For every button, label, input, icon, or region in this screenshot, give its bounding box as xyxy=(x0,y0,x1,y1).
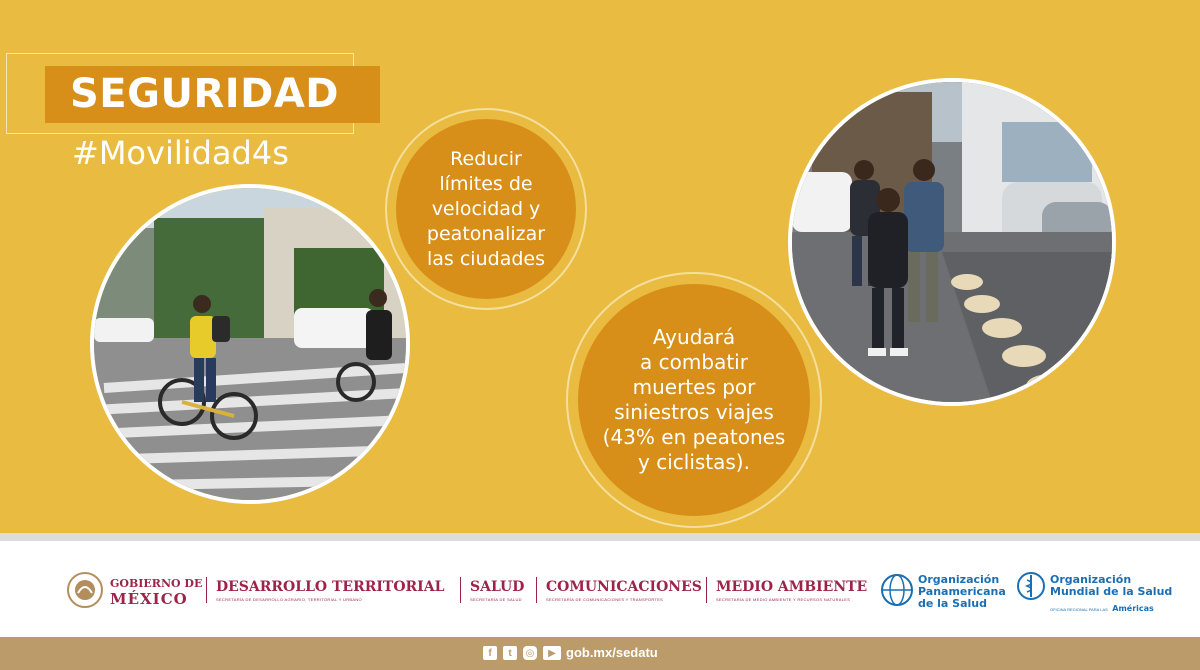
logo-separator xyxy=(706,577,707,603)
page-title: SEGURIDAD xyxy=(70,71,339,117)
bubble-2-line: (43% en peatones xyxy=(602,425,786,449)
facebook-icon[interactable]: f xyxy=(483,646,497,660)
ops-globe-icon xyxy=(880,573,914,612)
oms-emblem-icon xyxy=(1016,571,1046,606)
desarrollo-label: DESARROLLO TERRITORIAL xyxy=(216,579,445,595)
salud-label: SALUD xyxy=(470,579,525,595)
cyclists-crossing-street-photo xyxy=(90,184,410,504)
ops-line-1: Organización xyxy=(918,573,1000,586)
comunicaciones-logo xyxy=(546,579,702,602)
ops-line-2: Panamericana xyxy=(918,585,1006,598)
mexico-label: MÉXICO xyxy=(110,590,188,608)
hashtag-label: #Movilidad4s xyxy=(72,134,289,172)
salud-logo xyxy=(470,579,524,602)
mexico-seal-icon xyxy=(66,571,104,614)
oms-logo xyxy=(1050,574,1172,616)
bubble-1-line: límites de xyxy=(439,172,533,195)
logo-separator xyxy=(460,577,461,603)
medio-ambiente-sub-label: SECRETARÍA DE MEDIO AMBIENTE Y RECURSOS NATURALES xyxy=(716,597,851,602)
youtube-icon[interactable]: ▶ xyxy=(543,646,561,660)
info-bubble-deaths xyxy=(578,284,810,516)
bubble-2-line: muertes por xyxy=(632,375,756,399)
medio-ambiente-logo xyxy=(716,579,867,602)
ops-line-3: de la Salud xyxy=(918,597,988,610)
logo-strip xyxy=(0,541,1200,637)
oms-region-label: Américas xyxy=(1112,604,1154,613)
salud-sub-label: SECRETARÍA DE SALUD xyxy=(470,597,522,602)
desarrollo-sub-label: SECRETARÍA DE DESARROLLO AGRARIO, TERRITORIAL Y URBANO xyxy=(216,597,362,602)
bubble-1-line: Reducir xyxy=(450,147,522,170)
pedestrians-and-skater-on-lane-photo xyxy=(788,78,1116,406)
medio-ambiente-label: MEDIO AMBIENTE xyxy=(716,579,868,595)
oms-sub-label: OFICINA REGIONAL PARA LAS xyxy=(1050,607,1108,612)
site-link[interactable]: gob.mx/sedatu xyxy=(566,645,658,660)
bubble-1-line: las ciudades xyxy=(427,247,545,270)
oms-line-1: Organización xyxy=(1050,573,1132,586)
instagram-icon[interactable]: ◎ xyxy=(523,646,537,660)
footer-bar xyxy=(0,637,1200,670)
bubble-2-line: siniestros viajes xyxy=(614,400,774,424)
comunicaciones-label: COMUNICACIONES xyxy=(546,579,702,595)
logo-separator xyxy=(536,577,537,603)
gobierno-label: GOBIERNO DE xyxy=(110,577,203,590)
bubble-2-line: y ciclistas). xyxy=(638,450,750,474)
gobierno-mexico-logo xyxy=(110,577,202,608)
logo-separator xyxy=(206,577,207,603)
bubble-2-line: a combatir xyxy=(640,350,748,374)
info-bubble-speed xyxy=(396,119,576,299)
twitter-icon[interactable]: t xyxy=(503,646,517,660)
desarrollo-territorial-logo xyxy=(216,579,444,602)
divider xyxy=(0,533,1200,541)
bubble-1-line: peatonalizar xyxy=(426,222,546,245)
comunicaciones-sub-label: SECRETARÍA DE COMUNICACIONES Y TRANSPORTES xyxy=(546,597,664,602)
ops-logo xyxy=(918,574,1006,610)
bubble-1-line: velocidad y xyxy=(431,197,541,220)
bubble-2-line: Ayudará xyxy=(652,325,736,349)
oms-line-2: Mundial de la Salud xyxy=(1050,585,1173,598)
